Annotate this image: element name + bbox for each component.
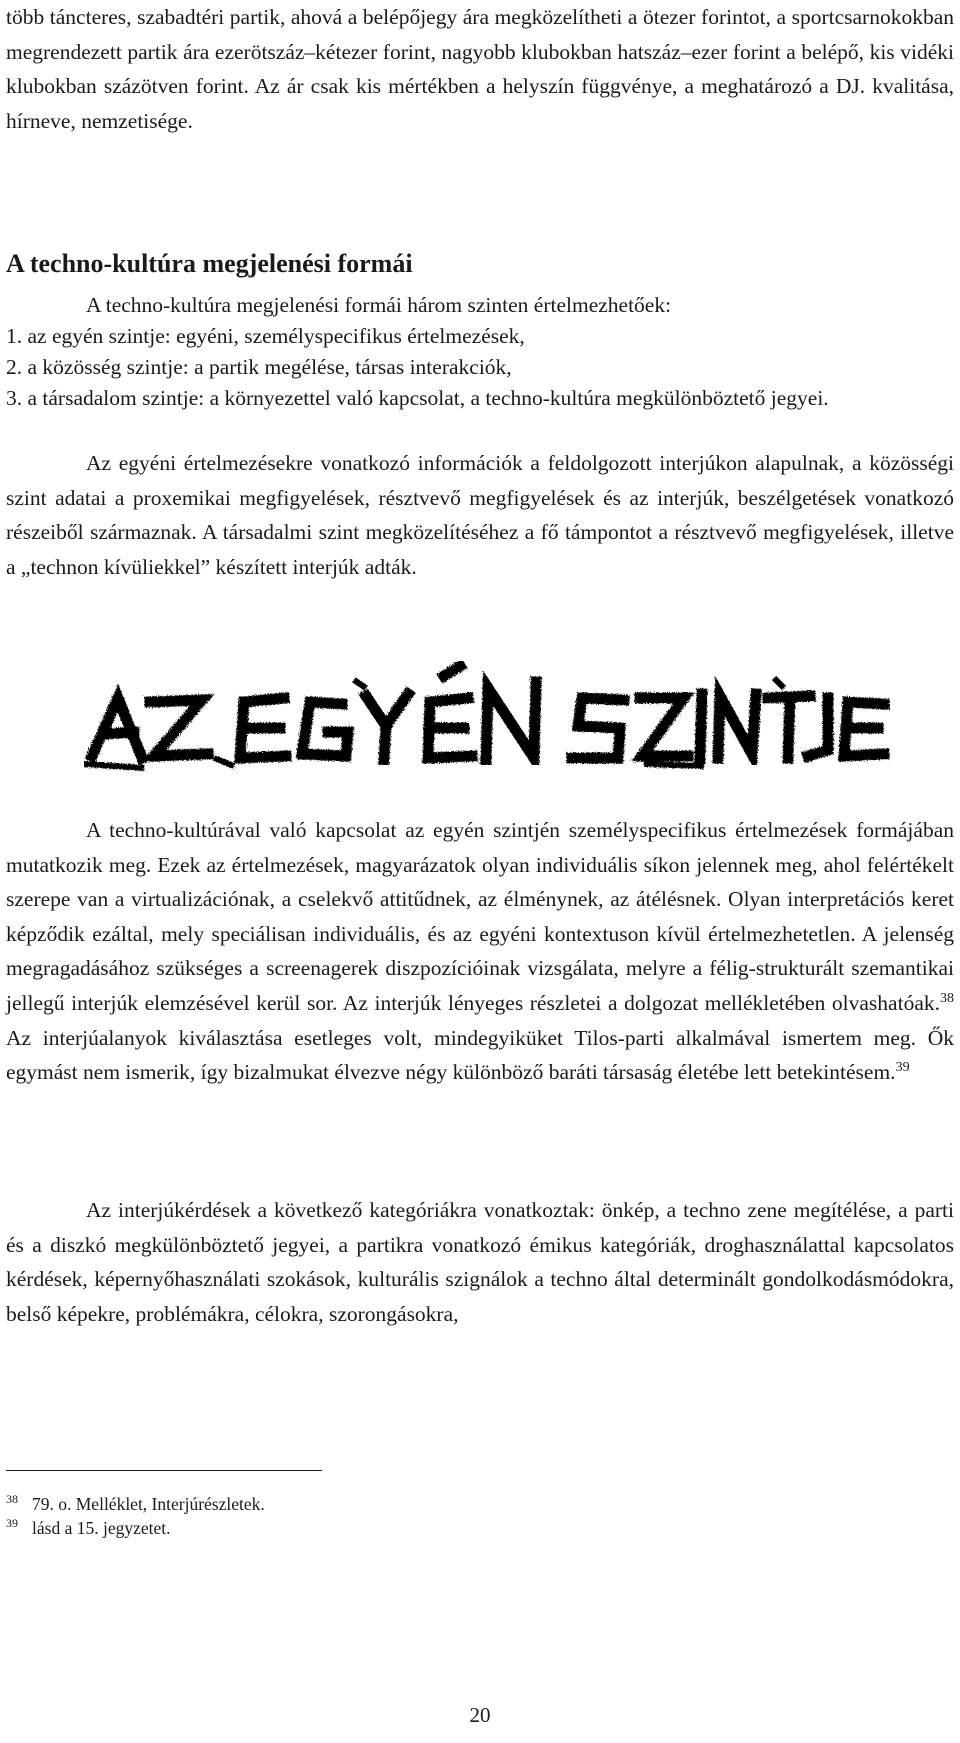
footnote-number: 38 [6, 1492, 18, 1507]
paragraph-text-b: Az interjúalanyok kiválasztása esetleges volt, mindegyiküket Tilos-parti alkalmával ismertem meg. Ők egymást nem ismerik, így bizalmukat élvezve négy különböző baráti társaság életébe lett betekintésem. [6, 1025, 954, 1085]
graffiti-text [890, 658, 891, 659]
graffiti-title-image [84, 658, 890, 778]
footnote-38 [6, 1492, 265, 1516]
footnote-text: lásd a 15. jegyzetet. [32, 1518, 171, 1538]
list-intro: A techno-kultúra megjelenési formái három szinten értelmezhetőek: [86, 293, 672, 317]
paragraph-interviews: Az egyéni értelmezésekre vonatkozó információk a feldolgozott interjúkon alapulnak, a közösségi szint adatai a proxemikai megfigyelések, résztvevő megfigyelések és az interjúk, beszélgetések vonatkozó részeiből származnak. A társadalmi szint megközelítéséhez a fő támpontot a résztvevő megfigyelések, illetve a „technon kívüliekkel” készített interjúk adták. [6, 451, 954, 579]
footnote-ref-39[interactable]: 39 [895, 1060, 910, 1075]
list-item-3: 3. a társadalom szintje: a környezettel való kapcsolat, a techno-kultúra megkülönböztető jegyei. [6, 386, 829, 410]
list-item-1: 1. az egyén szintje: egyéni, személyspecifikus értelmezések, [6, 324, 525, 348]
page-number: 20 [469, 1703, 491, 1727]
footnote-39 [6, 1516, 171, 1540]
graffiti-lettering [84, 658, 890, 778]
paragraph-individual-level [6, 813, 954, 1090]
paragraph-text-a: A techno-kultúrával való kapcsolat az egyén szintjén személyspecifikus értelmezések formájában mutatkozik meg. Ezek az értelmezések, magyarázatok olyan individuális síkon jelennek meg, ahol felértékelt szerepe van a virtualizációnak, a cselekvő attitűdnek, az élménynek, az átélésnek. Olyan interpretációs keret képződik ezáltal, mely speciálisan individuális, és az egyéni kontextuson kívül értelmezhetetlen. A jelenség megragadásához szükséges a screenagerek diszpozícióinak vizsgálata, melyre a félig-strukturált szemantikai jellegű interjúk elemzésével kerül sor. Az interjúk lényeges részletei a dolgozat mellékletében olvashatóak. [6, 818, 954, 1015]
paragraph-interview-questions: Az interjúkérdések a következő kategóriákra vonatkoztak: önkép, a techno zene megítélése, a parti és a diszkó megkülönböztető jegyei, a partikra vonatkozó émikus kategóriák, droghasználattal kapcsolatos kérdések, képernyőhasználati szokások, kulturális szignálok a techno által determinált gondolkodásmódokra, belső képekre, problémákra, célokra, szorongásokra, [6, 1198, 954, 1326]
levels-list [6, 290, 954, 414]
intro-paragraph: több táncteres, szabadtéri partik, ahová a belépőjegy ára megközelítheti a ötezer forintot, a sportcsarnokokban megrendezett partik ára ezerötszáz–kétezer forint, nagyobb klubokban hatszáz–ezer forint a belépő, kis vidéki klubokban százötven forint. Az ár csak kis mértékben a helyszín függvénye, a meghatározó a DJ. kvalitása, hírneve, nemzetisége. [6, 5, 954, 133]
footnote-text: 79. o. Melléklet, Interjúrészletek. [32, 1494, 265, 1514]
list-item-2: 2. a közösség szintje: a partik megélése, társas interakciók, [6, 355, 512, 379]
section-heading: A techno-kultúra megjelenési formái [6, 249, 413, 278]
footnote-separator [6, 1470, 322, 1471]
footnote-ref-38[interactable]: 38 [940, 990, 954, 1006]
footnote-number: 39 [6, 1516, 18, 1531]
